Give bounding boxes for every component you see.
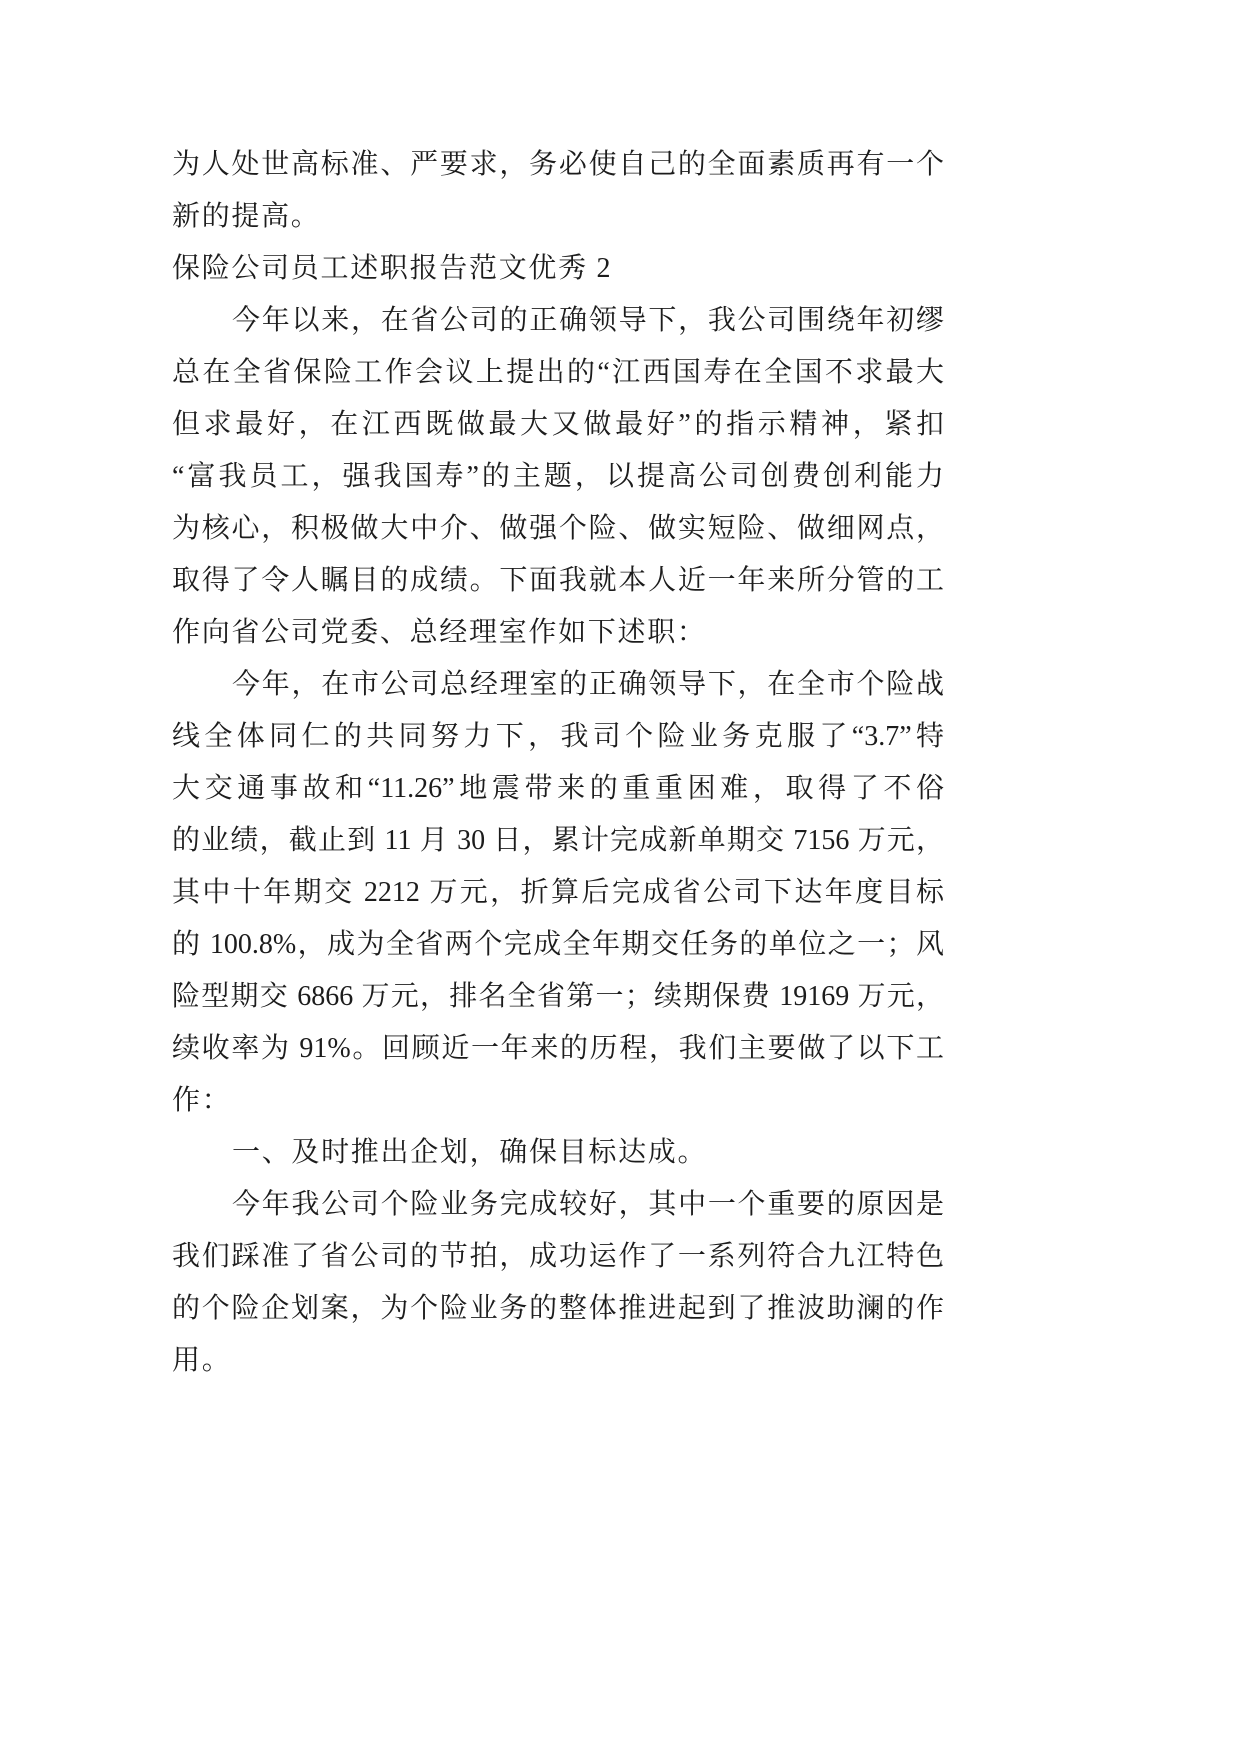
- planning-paragraph: [172, 1179, 944, 1387]
- paragraph-line: 为核心，积极做大中介、做强个险、做实短险、做细网点，: [172, 513, 944, 544]
- paragraph-line: 但求最好，在江西既做最大又做最好”的指示精神，紧扣: [172, 409, 944, 440]
- paragraph-line: 大交通事故和“11.26”地震带来的重重困难，取得了不俗: [172, 773, 944, 804]
- paragraph-line: 总在全省保险工作会议上提出的“江西国寿在全国不求最大: [172, 357, 944, 388]
- paragraph-line: 线全体同仁的共同努力下，我司个险业务克服了“3.7”特: [172, 721, 944, 752]
- paragraph-line: 用。: [172, 1345, 232, 1376]
- paragraph-line: 今年，在市公司总经理室的正确领导下，在全市个险战: [232, 669, 944, 700]
- paragraph-line: “富我员工，强我国寿”的主题，以提高公司创费创利能力: [172, 461, 944, 492]
- paragraph-line: 的 100.8%，成为全省两个完成全年期交任务的单位之一；风: [172, 929, 944, 960]
- paragraph-line: 续收率为 91%。回顾近一年来的历程，我们主要做了以下工: [172, 1033, 944, 1064]
- paragraph-line: 为人处世高标准、严要求，务必使自己的全面素质再有一个: [172, 149, 944, 180]
- document-body: [172, 139, 944, 1387]
- paragraph-line: 今年以来，在省公司的正确领导下，我公司围绕年初缪: [232, 305, 944, 336]
- paragraph-line: 的个险企划案，为个险业务的整体推进起到了推波助澜的作: [172, 1293, 944, 1324]
- paragraph-line: 今年我公司个险业务完成较好，其中一个重要的原因是: [232, 1189, 944, 1220]
- paragraph-line: 新的提高。: [172, 201, 321, 232]
- paragraph-line: 作向省公司党委、总经理室作如下述职：: [172, 617, 707, 648]
- performance-paragraph: [172, 659, 944, 1127]
- paragraph-line: 其中十年期交 2212 万元，折算后完成省公司下达年度目标: [172, 877, 944, 908]
- paragraph-line: 作：: [172, 1085, 232, 1116]
- paragraph-line: 取得了令人瞩目的成绩。下面我就本人近一年来所分管的工: [172, 565, 944, 596]
- paragraph-line: 险型期交 6866 万元，排名全省第一；续期保费 19169 万元，: [172, 981, 944, 1012]
- subsection-heading: 一、及时推出企划，确保目标达成。: [232, 1137, 708, 1168]
- continued-paragraph: [172, 139, 944, 243]
- paragraph-line: 的业绩，截止到 11 月 30 日，累计完成新单期交 7156 万元，: [172, 825, 944, 856]
- intro-paragraph: [172, 295, 944, 659]
- section-title: 保险公司员工述职报告范文优秀 2: [172, 253, 613, 284]
- paragraph-line: 我们踩准了省公司的节拍，成功运作了一系列符合九江特色: [172, 1241, 944, 1272]
